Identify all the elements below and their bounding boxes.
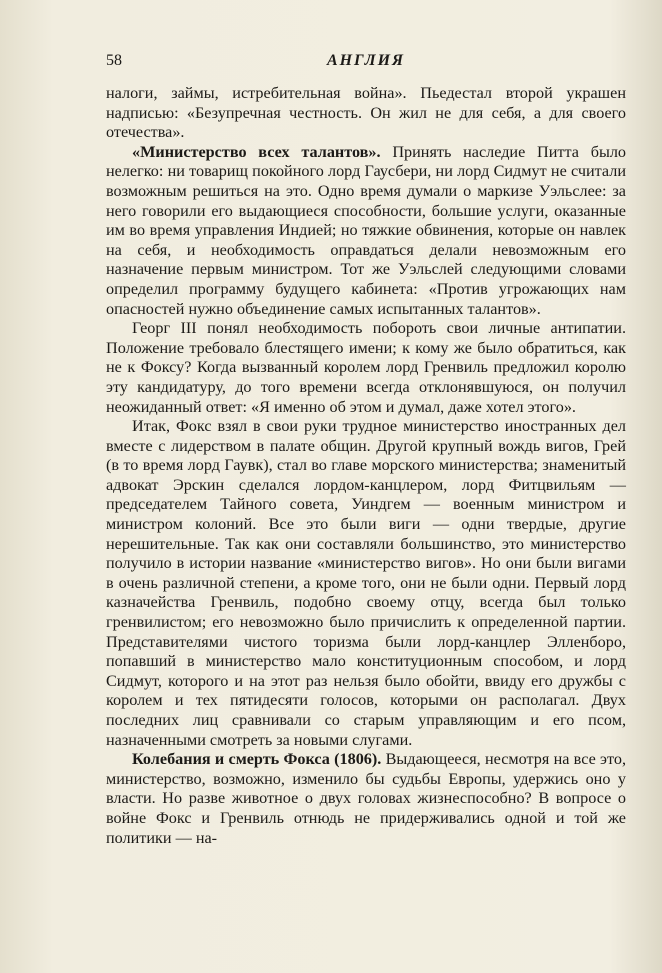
paragraph <box>106 417 626 750</box>
paragraph-text: Георг III понял необходимость побороть свои личные антипатии. Положение требовало блестящего имени; к кому же было обратиться, как не к Фоксу? Когда вызванный королем лорд Гренвиль предложил королю эту кандидатуру, до того времени всегда отклонявшуюся, он получил неожиданный ответ: «Я именно об этом и думал, даже хотел этого». <box>106 319 626 416</box>
section-heading: «Министерство всех талантов». <box>132 142 381 161</box>
paragraph-text: Итак, Фокс взял в свои руки трудное министерство иностранных дел вместе с лидерством в палате общин. Другой крупный вождь вигов, Грей (в то время лорд Гаувк), стал во главе морского министерства; знаменитый адвокат Эрскин сделался лордом-канцлером, лорд Фитцвильям — председателем Тайного совета, Уиндгем — военным министром и министром колоний. Все это были виги — одни твердые, другие нерешительные. Так как они составляли большинство, это министерство получило в истории название «министерство вигов». Но они были вигами в очень различной степени, а кроме того, они не были одни. Первый лорд казначейства Гренвиль, подобно своему отцу, всегда был только гренвилистом; его невозможно было причислить к определенной партии. Представителями чистого торизма были лорд-канцлер Элленборо, попавший в министерство мало конституционным способом, и лорд Сидмут, которого и на этот раз нельзя было обойти, ввиду его дружбы с королем и тех пятидесяти голосов, которыми он располагал. Двух последних лиц сравнивали со старым управляющим и его псом, назначенными смотреть за новыми слугами. <box>106 417 626 749</box>
paragraph-text: налоги, займы, истребительная война». Пьедестал второй украшен надписью: «Безупречная честность. Он жил не для себя, а для своего отечества». <box>106 84 626 142</box>
running-title: АНГЛИЯ <box>326 52 406 69</box>
paragraph <box>106 84 626 143</box>
page-number: 58 <box>106 52 122 69</box>
paragraph <box>106 750 626 848</box>
paragraph <box>106 143 626 319</box>
paragraph-text: Выдающееся, несмотря на все это, министерство, возможно, изменило бы судьбы Европы, удержись оно у власти. Но разве животное о двух головах жизнеспособно? В вопросе о войне Фокс и Гренвиль отнюдь не придерживались одной и той же политики — на- <box>106 750 626 847</box>
paragraph <box>106 319 626 417</box>
paragraph-text: Принять наследие Питта было нелегко: ни товарищ покойного лорд Гаусбери, ни лорд Сидмут не считали возможным решиться на это. Одно время думали о маркизе Уэльслее: за него говорили его выдающиеся способности, большие услуги, оказанные им во время управления Индией; но тяжкие обвинения, которые он навлек на себя, и необходимость оправдаться делали невозможным его назначение первым министром. Тот же Уэльслей следующими словами определил программу будущего кабинета: «Против угрожающих нам опасностей нужно объединение самых испытанных талантов». <box>106 142 626 318</box>
section-heading: Колебания и смерть Фокса (1806). <box>132 750 382 769</box>
body-text <box>106 84 626 848</box>
page-header <box>106 52 626 76</box>
